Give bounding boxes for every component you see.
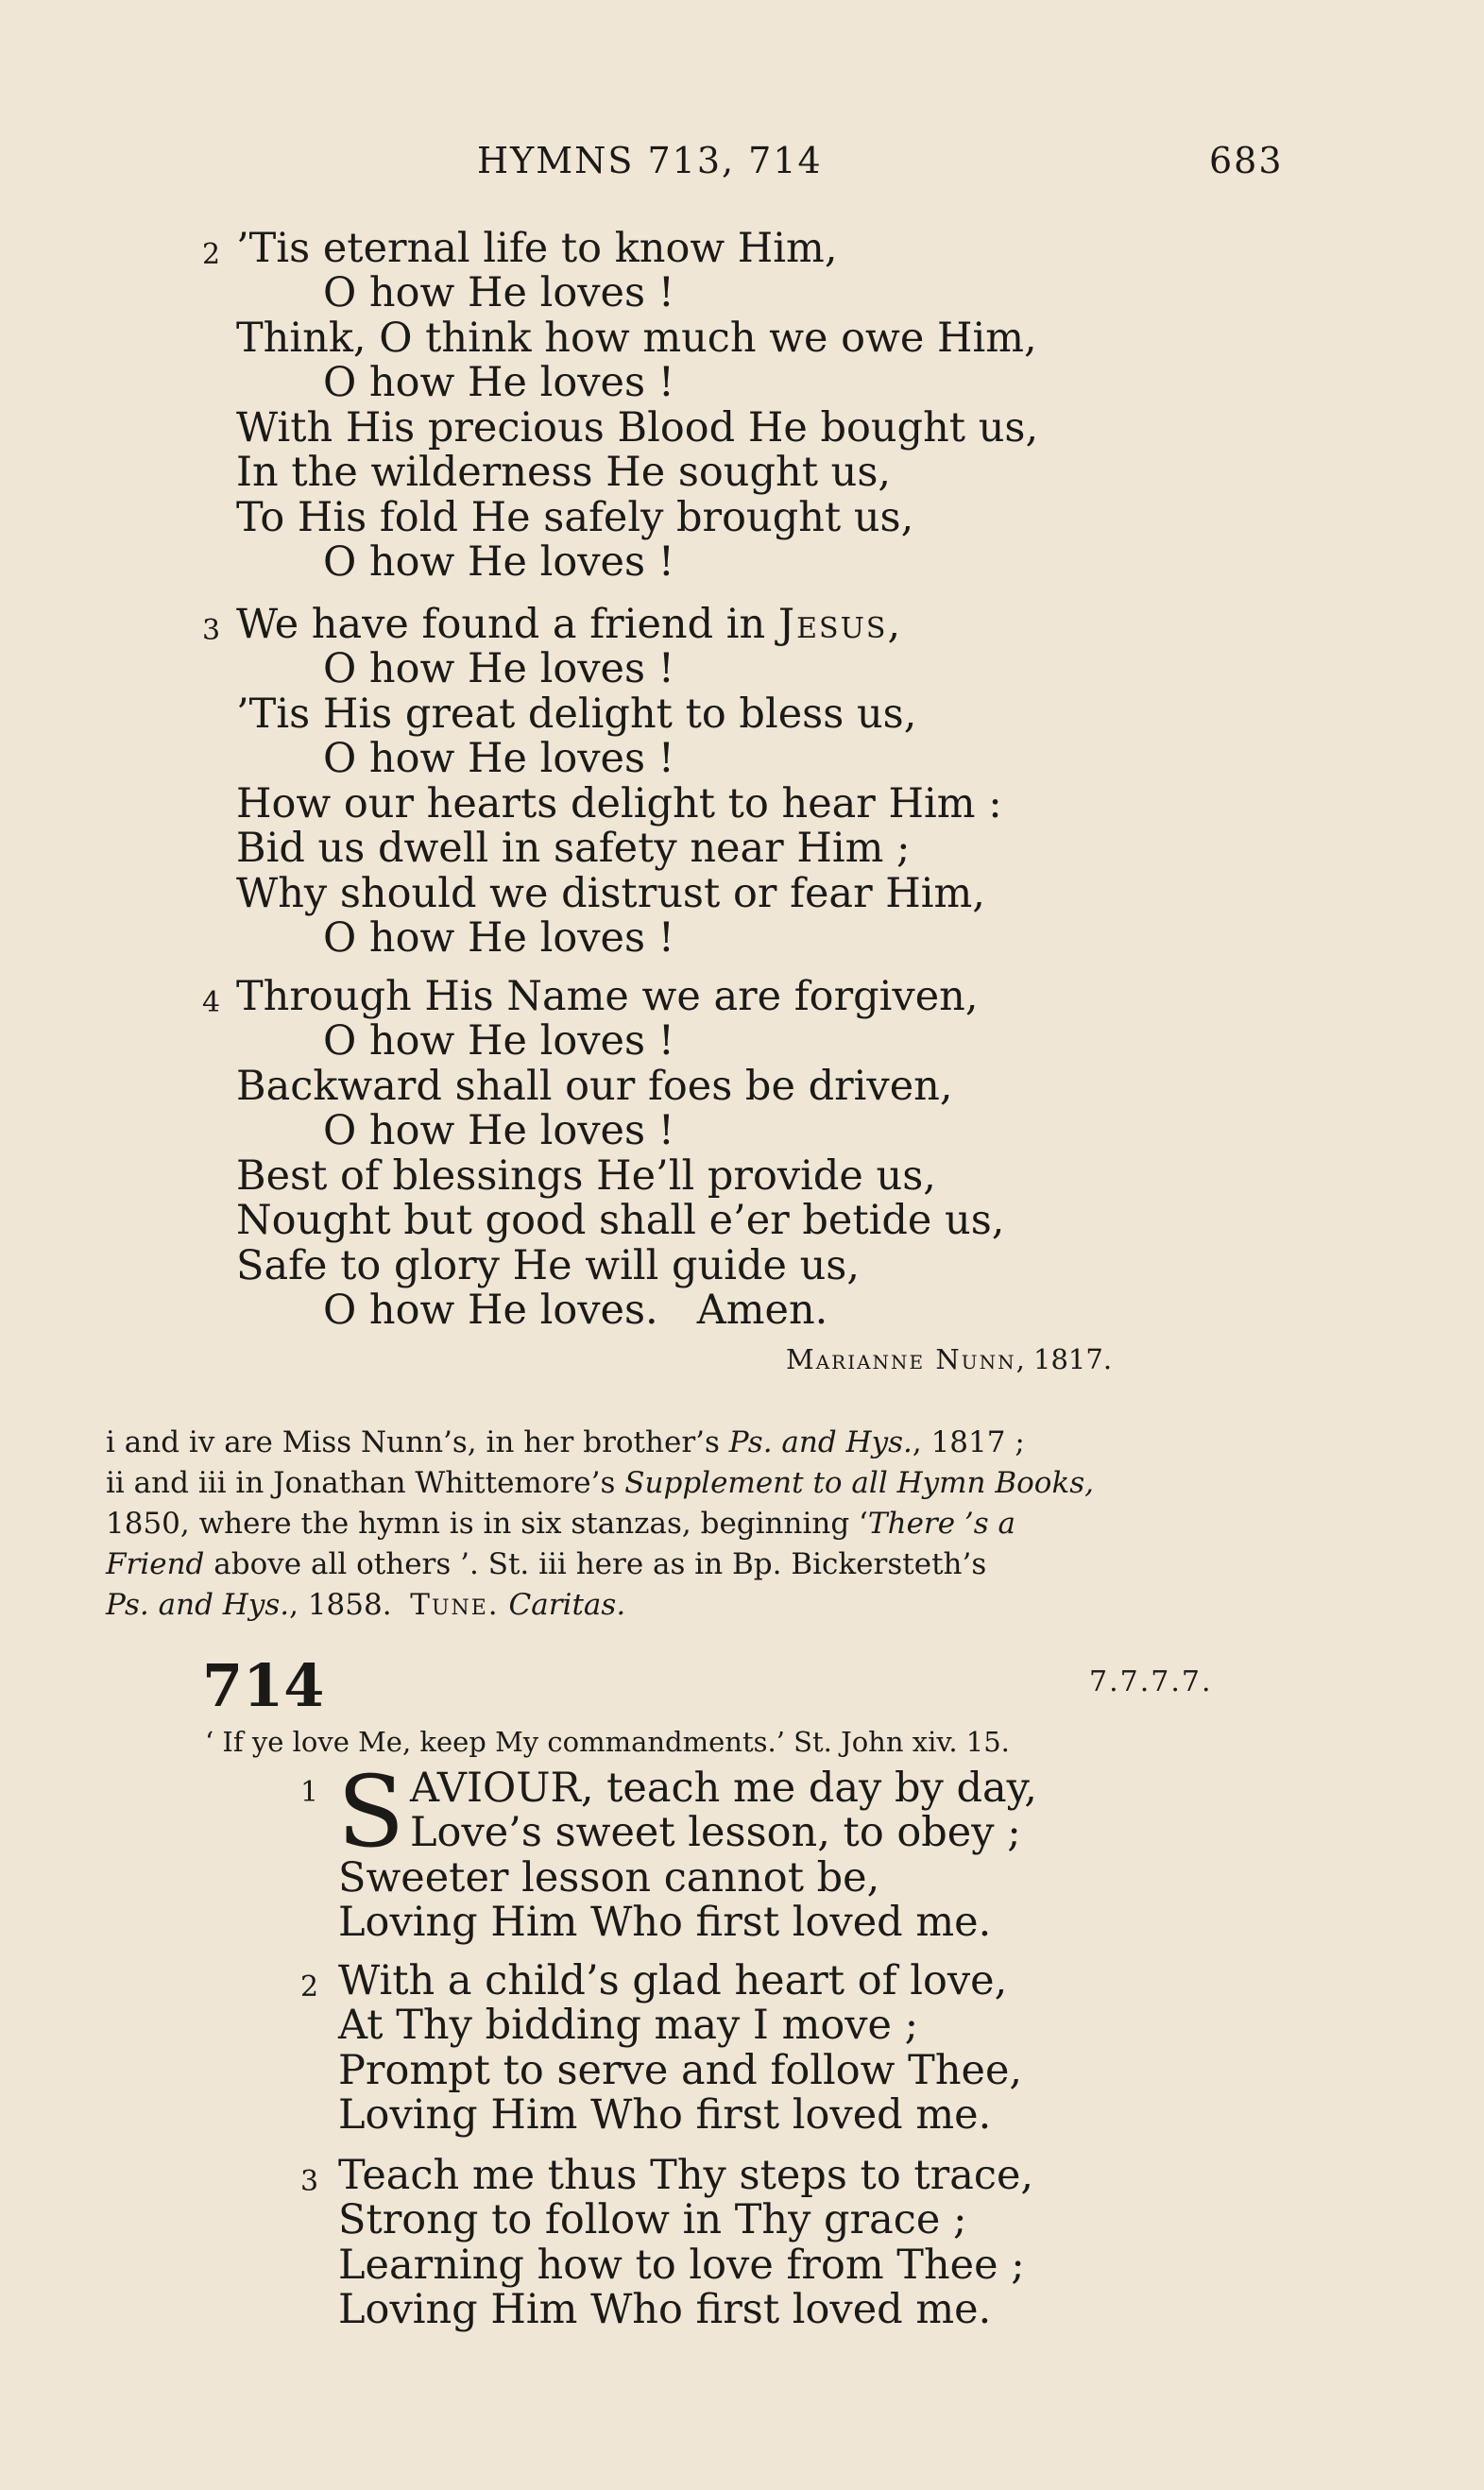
verse-line: Loving Him Who first loved me. bbox=[338, 2091, 992, 2139]
verse-line: In the wilderness He sought us, bbox=[236, 449, 892, 496]
refrain-line: O how He loves ! bbox=[323, 359, 674, 406]
verse-line: ’Tis His great delight to bless us, bbox=[236, 691, 917, 738]
refrain-line: O how He loves ! bbox=[323, 735, 674, 782]
drop-cap: S bbox=[337, 1754, 405, 1869]
verse-line: Loving Him Who first loved me. bbox=[338, 1899, 992, 1946]
note-line: i and iv are Miss Nunn’s, in her brother’s Ps. and Hys., 1817 ; bbox=[106, 1425, 1025, 1459]
verse-line: Prompt to serve and follow Thee, bbox=[338, 2047, 1023, 2094]
note-line: 1850, where the hymn is in six stanzas, beginning ‘There ’s a bbox=[106, 1507, 1016, 1541]
refrain-line: O how He loves. Amen. bbox=[323, 1287, 828, 1334]
refrain-line: O how He loves ! bbox=[323, 914, 674, 962]
stanza-number: 2 bbox=[202, 238, 221, 271]
verse-line: We have found a friend in Jesus, bbox=[236, 601, 901, 648]
verse-line: With a child’s glad heart of love, bbox=[338, 1957, 1008, 2004]
verse-line: Strong to follow in Thy grace ; bbox=[338, 2196, 967, 2243]
jesus-smallcaps: Jesus bbox=[777, 601, 888, 648]
note-line: Friend above all others ’. St. iii here as in Bp. Bickersteth’s bbox=[106, 1547, 987, 1581]
author-year: 1817. bbox=[1033, 1343, 1113, 1375]
verse-line: To His fold He safely brought us, bbox=[236, 494, 914, 541]
hymn-number: 714 bbox=[202, 1651, 325, 1720]
author-attribution: Marianne Nunn, 1817. bbox=[786, 1343, 1113, 1375]
verse-line: At Thy bidding may I move ; bbox=[338, 2002, 919, 2049]
epigraph: ‘ If ye love Me, keep My commandments.’ St. John xiv. 15. bbox=[205, 1726, 1010, 1758]
note-line: ii and iii in Jonathan Whittemore’s Supplement to all Hymn Books, bbox=[106, 1466, 1095, 1500]
tune-name: Caritas. bbox=[508, 1588, 626, 1622]
verse-line: Think, O think how much we owe Him, bbox=[236, 315, 1037, 362]
verse-line: Safe to glory He will guide us, bbox=[236, 1242, 861, 1289]
stanza-number: 1 bbox=[300, 1776, 319, 1809]
verse-line: Loving Him Who first loved me. bbox=[338, 2286, 992, 2333]
hymn-meter: 7.7.7.7. bbox=[1089, 1665, 1213, 1698]
stanza-number: 4 bbox=[202, 986, 221, 1019]
verse-line: Sweeter lesson cannot be, bbox=[338, 1854, 880, 1902]
stanza-number: 3 bbox=[202, 614, 221, 647]
refrain-line: O how He loves ! bbox=[323, 538, 674, 586]
verse-line: Nought but good shall e’er betide us, bbox=[236, 1197, 1005, 1244]
header-title: HYMNS 713, 714 bbox=[477, 140, 823, 181]
verse-line: ’Tis eternal life to know Him, bbox=[236, 225, 838, 272]
refrain-line: O how He loves ! bbox=[323, 1017, 674, 1065]
verse-line: Why should we distrust or fear Him, bbox=[236, 870, 985, 917]
author-name: Marianne Nunn bbox=[786, 1343, 1016, 1375]
stanza-number: 3 bbox=[300, 2165, 319, 2198]
verse-line: Best of blessings He’ll provide us, bbox=[236, 1152, 936, 1200]
verse-line: Love’s sweet lesson, to obey ; bbox=[410, 1809, 1021, 1856]
verse-line: Teach me thus Thy steps to trace, bbox=[338, 2152, 1034, 2199]
running-header bbox=[0, 140, 1484, 187]
stanza-number: 2 bbox=[300, 1970, 319, 2004]
refrain-line: O how He loves ! bbox=[323, 269, 674, 316]
verse-line: Through His Name we are forgiven, bbox=[236, 973, 979, 1020]
tune-label: Tune. bbox=[410, 1588, 500, 1622]
verse-line: Learning how to love from Thee ; bbox=[338, 2242, 1025, 2289]
refrain-line: O how He loves ! bbox=[323, 645, 674, 692]
page-number: 683 bbox=[1209, 140, 1284, 181]
verse-line: With His precious Blood He bought us, bbox=[236, 404, 1039, 452]
verse-line: AVIOUR, teach me day by day, bbox=[410, 1765, 1037, 1812]
refrain-line: O how He loves ! bbox=[323, 1107, 674, 1154]
verse-line: Bid us dwell in safety near Him ; bbox=[236, 825, 911, 872]
note-line: Ps. and Hys., 1858. Tune. Caritas. bbox=[106, 1588, 626, 1622]
verse-line: Backward shall our foes be driven, bbox=[236, 1063, 953, 1110]
verse-line: How our hearts delight to hear Him : bbox=[236, 780, 1002, 827]
